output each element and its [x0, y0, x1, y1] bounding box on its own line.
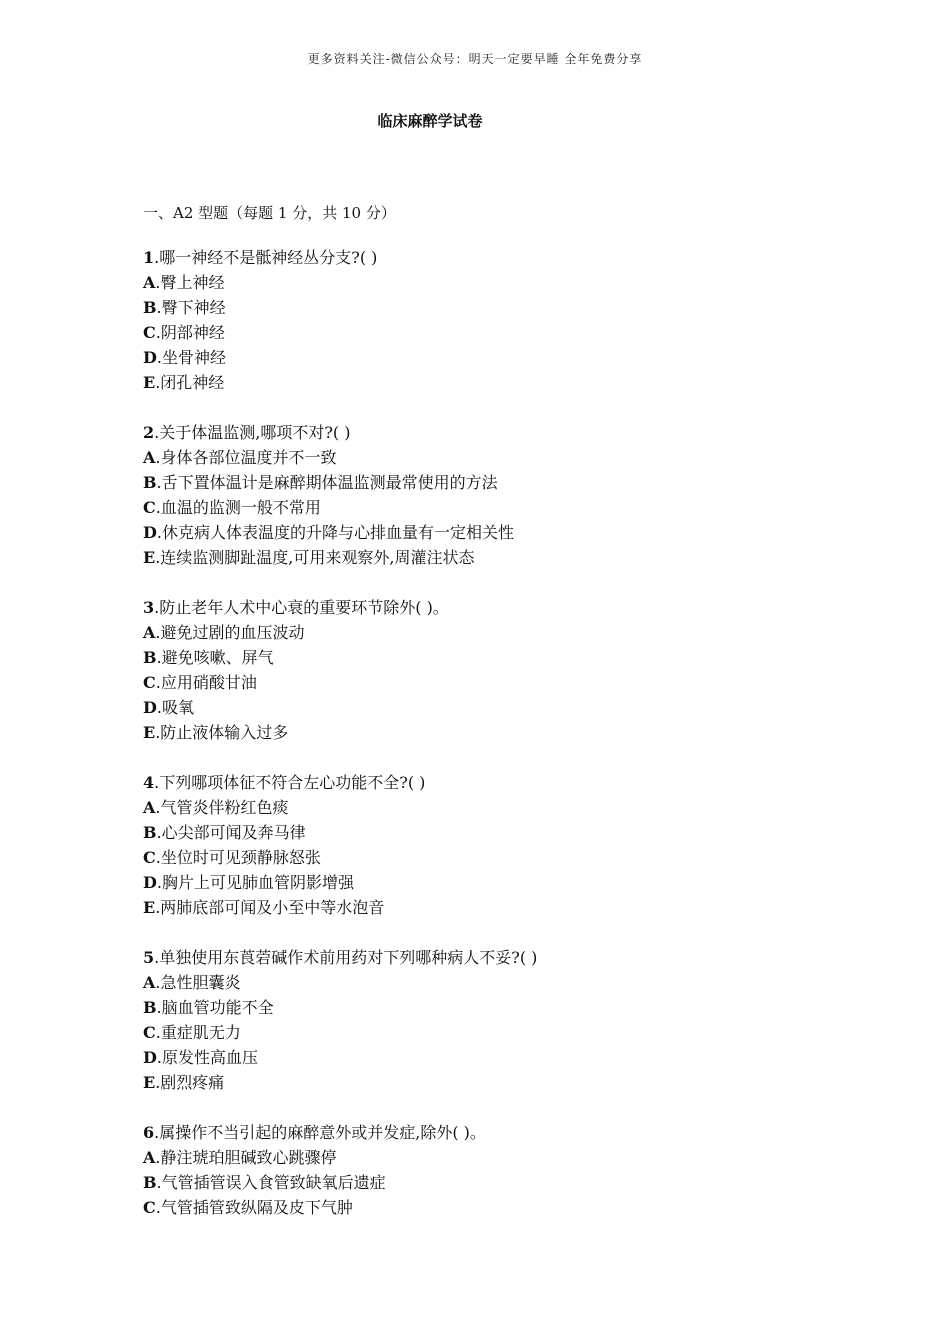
option-key: D	[143, 1048, 157, 1067]
question-text: 防止老年人术中心衰的重要环节除外( )。	[159, 598, 449, 617]
question-1	[143, 245, 843, 395]
option-key: B	[143, 823, 157, 842]
question-number: 4	[143, 773, 155, 792]
option: B.脑血管功能不全	[143, 998, 274, 1017]
question-stem: 2.关于体温监测,哪项不对?( )	[143, 423, 351, 442]
option-key: A	[143, 798, 156, 817]
option-text: 坐骨神经	[161, 348, 226, 367]
option: D.原发性高血压	[143, 1048, 258, 1067]
option-text: 身体各部位温度并不一致	[160, 448, 337, 467]
option: C.重症肌无力	[143, 1023, 241, 1042]
option-key: A	[143, 273, 156, 292]
question-stem: 1.哪一神经不是骶神经丛分支?( )	[143, 248, 378, 267]
option-text: 气管炎伴粉红色痰	[160, 798, 289, 817]
option-key: C	[143, 673, 156, 692]
option-key: D	[143, 873, 157, 892]
option-key: E	[143, 723, 156, 742]
option-key: A	[143, 448, 156, 467]
option-key: D	[143, 698, 157, 717]
option-text: 臀上神经	[160, 273, 225, 292]
option-text: 剧烈疼痛	[160, 1073, 225, 1092]
option-key: A	[143, 623, 156, 642]
option-key: C	[143, 1198, 156, 1217]
option: D.胸片上可见肺血管阴影增强	[143, 873, 354, 892]
question-text: 哪一神经不是骶神经丛分支?( )	[159, 248, 378, 267]
option: B.避免咳嗽、屏气	[143, 648, 274, 667]
question-number: 6	[143, 1123, 155, 1142]
option-key: A	[143, 973, 156, 992]
option-key: B	[143, 1173, 157, 1192]
option: A.避免过剧的血压波动	[143, 623, 305, 642]
option-text: 急性胆囊炎	[160, 973, 241, 992]
option-key: B	[143, 298, 157, 317]
question-text: 单独使用东莨菪碱作术前用药对下列哪种病人不妥?( )	[159, 948, 538, 967]
question-text: 关于体温监测,哪项不对?( )	[159, 423, 351, 442]
option-text: 避免过剧的血压波动	[160, 623, 305, 642]
option-key: E	[143, 548, 156, 567]
question-text: 属操作不当引起的麻醉意外或并发症,除外( )。	[159, 1123, 486, 1142]
option: C.血温的监测一般不常用	[143, 498, 321, 517]
option-text: 休克病人体表温度的升降与心排血量有一定相关性	[161, 523, 514, 542]
option: A.急性胆囊炎	[143, 973, 241, 992]
option-text: 臀下神经	[161, 298, 226, 317]
option: B.心尖部可闻及奔马律	[143, 823, 306, 842]
option-text: 静注琥珀胆碱致心跳骤停	[160, 1148, 337, 1167]
option: B.臀下神经	[143, 298, 226, 317]
option-key: E	[143, 1073, 156, 1092]
option-text: 吸氧	[161, 698, 194, 717]
option: D.坐骨神经	[143, 348, 226, 367]
question-5	[143, 945, 843, 1095]
option: C.阴部神经	[143, 323, 225, 342]
option-text: 连续监测脚趾温度,可用来观察外,周灌注状态	[160, 548, 475, 567]
option: E.连续监测脚趾温度,可用来观察外,周灌注状态	[143, 548, 475, 567]
question-stem: 4.下列哪项体征不符合左心功能不全?( )	[143, 773, 426, 792]
option-text: 脑血管功能不全	[161, 998, 274, 1017]
option-key: A	[143, 1148, 156, 1167]
question-list	[143, 245, 843, 1245]
option-key: C	[143, 848, 156, 867]
option-text: 气管插管误入食管致缺氧后遗症	[161, 1173, 386, 1192]
option-key: D	[143, 348, 157, 367]
option-text: 胸片上可见肺血管阴影增强	[161, 873, 354, 892]
option: E.防止液体输入过多	[143, 723, 289, 742]
document-title: 临床麻醉学试卷	[377, 112, 483, 130]
question-number: 2	[143, 423, 155, 442]
option-text: 闭孔神经	[160, 373, 225, 392]
option: A.气管炎伴粉红色痰	[143, 798, 289, 817]
option: D.休克病人体表温度的升降与心排血量有一定相关性	[143, 523, 514, 542]
question-2	[143, 420, 843, 570]
question-4	[143, 770, 843, 920]
option: E.剧烈疼痛	[143, 1073, 225, 1092]
option: E.两肺底部可闻及小至中等水泡音	[143, 898, 385, 917]
option-text: 应用硝酸甘油	[160, 673, 257, 692]
option-key: B	[143, 998, 157, 1017]
option-text: 原发性高血压	[161, 1048, 258, 1067]
option-key: C	[143, 1023, 156, 1042]
question-stem: 6.属操作不当引起的麻醉意外或并发症,除外( )。	[143, 1123, 486, 1142]
question-text: 下列哪项体征不符合左心功能不全?( )	[159, 773, 426, 792]
header-note: 更多资料关注-微信公众号：明天一定要早睡 全年免费分享	[307, 52, 643, 66]
option-key: E	[143, 373, 156, 392]
option-text: 阴部神经	[160, 323, 225, 342]
question-3	[143, 595, 843, 745]
option-text: 重症肌无力	[160, 1023, 241, 1042]
option-text: 防止液体输入过多	[160, 723, 289, 742]
option: E.闭孔神经	[143, 373, 225, 392]
question-stem: 3.防止老年人术中心衰的重要环节除外( )。	[143, 598, 449, 617]
option-text: 舌下置体温计是麻醉期体温监测最常使用的方法	[161, 473, 498, 492]
question-number: 3	[143, 598, 155, 617]
question-number: 1	[143, 248, 155, 267]
option-key: C	[143, 323, 156, 342]
option: D.吸氧	[143, 698, 194, 717]
option: C.应用硝酸甘油	[143, 673, 257, 692]
option: C.气管插管致纵隔及皮下气肿	[143, 1198, 353, 1217]
option-text: 坐位时可见颈静脉怒张	[160, 848, 321, 867]
question-stem: 5.单独使用东莨菪碱作术前用药对下列哪种病人不妥?( )	[143, 948, 538, 967]
option: B.气管插管误入食管致缺氧后遗症	[143, 1173, 386, 1192]
option-key: E	[143, 898, 156, 917]
question-6	[143, 1120, 843, 1220]
option: C.坐位时可见颈静脉怒张	[143, 848, 321, 867]
option-key: C	[143, 498, 156, 517]
option-text: 气管插管致纵隔及皮下气肿	[160, 1198, 353, 1217]
option-key: B	[143, 473, 157, 492]
option-text: 避免咳嗽、屏气	[161, 648, 274, 667]
section-heading: 一、A2 型题（每题 1 分，共 10 分）	[143, 204, 396, 222]
option: A.臀上神经	[143, 273, 225, 292]
option: A.静注琥珀胆碱致心跳骤停	[143, 1148, 337, 1167]
option-text: 血温的监测一般不常用	[160, 498, 321, 517]
option-text: 两肺底部可闻及小至中等水泡音	[160, 898, 385, 917]
question-number: 5	[143, 948, 155, 967]
option: B.舌下置体温计是麻醉期体温监测最常使用的方法	[143, 473, 498, 492]
option-key: D	[143, 523, 157, 542]
option: A.身体各部位温度并不一致	[143, 448, 337, 467]
option-text: 心尖部可闻及奔马律	[161, 823, 306, 842]
option-key: B	[143, 648, 157, 667]
